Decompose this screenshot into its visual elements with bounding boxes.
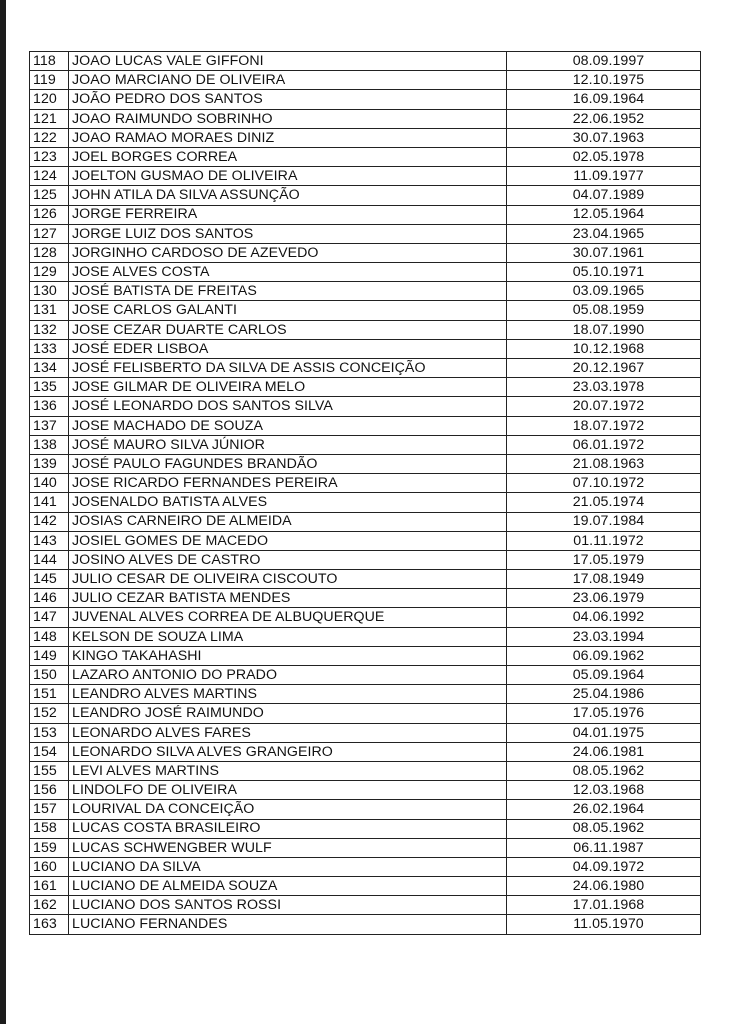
table-row <box>30 301 701 320</box>
table-row <box>30 282 701 301</box>
row-number-cell: 159 <box>30 839 69 857</box>
birth-date-cell: 02.05.1978 <box>507 148 701 166</box>
table-row <box>30 206 701 225</box>
row-number-cell: 132 <box>30 321 69 339</box>
table-row <box>30 839 701 858</box>
row-number-cell: 158 <box>30 820 69 838</box>
row-number-cell: 122 <box>30 129 69 147</box>
person-name-cell: JOSE RICARDO FERNANDES PEREIRA <box>69 474 507 492</box>
birth-date-cell: 20.12.1967 <box>507 359 701 377</box>
table-row <box>30 858 701 877</box>
table-row <box>30 340 701 359</box>
birth-date-cell: 16.09.1964 <box>507 90 701 108</box>
person-name-cell: LOURIVAL DA CONCEIÇÃO <box>69 800 507 818</box>
person-name-cell: LUCAS SCHWENGBER WULF <box>69 839 507 857</box>
person-name-cell: JULIO CESAR DE OLIVEIRA CISCOUTO <box>69 570 507 588</box>
row-number-cell: 161 <box>30 877 69 895</box>
birth-date-cell: 05.08.1959 <box>507 301 701 319</box>
person-name-cell: JOSE CEZAR DUARTE CARLOS <box>69 321 507 339</box>
birth-date-cell: 06.01.1972 <box>507 436 701 454</box>
row-number-cell: 130 <box>30 282 69 300</box>
birth-date-cell: 17.01.1968 <box>507 896 701 914</box>
table-row <box>30 513 701 532</box>
row-number-cell: 163 <box>30 915 69 933</box>
row-number-cell: 160 <box>30 858 69 876</box>
page-left-edge <box>0 0 6 1024</box>
table-row <box>30 417 701 436</box>
birth-date-cell: 26.02.1964 <box>507 800 701 818</box>
row-number-cell: 139 <box>30 455 69 473</box>
person-name-cell: LINDOLFO DE OLIVEIRA <box>69 781 507 799</box>
table-row <box>30 743 701 762</box>
person-name-cell: KINGO TAKAHASHI <box>69 647 507 665</box>
birth-date-cell: 12.03.1968 <box>507 781 701 799</box>
table-row <box>30 474 701 493</box>
table-row <box>30 781 701 800</box>
table-row <box>30 647 701 666</box>
person-name-cell: JOSE GILMAR DE OLIVEIRA MELO <box>69 378 507 396</box>
table-row <box>30 493 701 512</box>
person-name-cell: JOSÉ LEONARDO DOS SANTOS SILVA <box>69 397 507 415</box>
row-number-cell: 118 <box>30 52 69 70</box>
row-number-cell: 153 <box>30 724 69 742</box>
birth-date-cell: 30.07.1961 <box>507 244 701 262</box>
birth-date-cell: 05.10.1971 <box>507 263 701 281</box>
table-row <box>30 359 701 378</box>
row-number-cell: 141 <box>30 493 69 511</box>
birth-date-cell: 01.11.1972 <box>507 532 701 550</box>
table-row <box>30 724 701 743</box>
table-row <box>30 915 701 934</box>
row-number-cell: 147 <box>30 608 69 626</box>
person-name-cell: JOSÉ FELISBERTO DA SILVA DE ASSIS CONCEIÇÃO <box>69 359 507 377</box>
birth-date-cell: 08.05.1962 <box>507 762 701 780</box>
birth-date-cell: 23.04.1965 <box>507 225 701 243</box>
table-row <box>30 877 701 896</box>
row-number-cell: 148 <box>30 628 69 646</box>
row-number-cell: 156 <box>30 781 69 799</box>
person-name-cell: JOAO LUCAS VALE GIFFONI <box>69 52 507 70</box>
person-name-cell: JOELTON GUSMAO DE OLIVEIRA <box>69 167 507 185</box>
row-number-cell: 154 <box>30 743 69 761</box>
table-row <box>30 704 701 723</box>
row-number-cell: 119 <box>30 71 69 89</box>
row-number-cell: 120 <box>30 90 69 108</box>
row-number-cell: 135 <box>30 378 69 396</box>
birth-date-cell: 04.06.1992 <box>507 608 701 626</box>
person-name-cell: JOÃO PEDRO DOS SANTOS <box>69 90 507 108</box>
birth-date-cell: 04.09.1972 <box>507 858 701 876</box>
table-row <box>30 532 701 551</box>
row-number-cell: 151 <box>30 685 69 703</box>
row-number-cell: 131 <box>30 301 69 319</box>
table-row <box>30 225 701 244</box>
birth-date-cell: 18.07.1972 <box>507 417 701 435</box>
person-name-cell: JOAO RAMAO MORAES DINIZ <box>69 129 507 147</box>
table-row <box>30 397 701 416</box>
birth-date-cell: 04.07.1989 <box>507 186 701 204</box>
birth-date-cell: 21.05.1974 <box>507 493 701 511</box>
person-name-cell: LEONARDO ALVES FARES <box>69 724 507 742</box>
person-name-cell: LUCIANO DA SILVA <box>69 858 507 876</box>
birth-date-cell: 03.09.1965 <box>507 282 701 300</box>
row-number-cell: 149 <box>30 647 69 665</box>
birth-date-cell: 04.01.1975 <box>507 724 701 742</box>
person-name-cell: JOSÉ BATISTA DE FREITAS <box>69 282 507 300</box>
person-name-cell: JOHN ATILA DA SILVA ASSUNÇÃO <box>69 186 507 204</box>
person-name-cell: JOSIAS CARNEIRO DE ALMEIDA <box>69 513 507 531</box>
row-number-cell: 150 <box>30 666 69 684</box>
birth-date-cell: 24.06.1980 <box>507 877 701 895</box>
table-row <box>30 436 701 455</box>
person-name-cell: JOSÉ PAULO FAGUNDES BRANDÃO <box>69 455 507 473</box>
person-name-cell: LAZARO ANTONIO DO PRADO <box>69 666 507 684</box>
row-number-cell: 127 <box>30 225 69 243</box>
person-name-cell: LUCIANO FERNANDES <box>69 915 507 933</box>
table-row <box>30 455 701 474</box>
person-name-cell: JOSÉ EDER LISBOA <box>69 340 507 358</box>
birth-date-cell: 11.05.1970 <box>507 915 701 933</box>
person-name-cell: LUCIANO DOS SANTOS ROSSI <box>69 896 507 914</box>
birth-date-cell: 17.08.1949 <box>507 570 701 588</box>
birth-date-cell: 10.12.1968 <box>507 340 701 358</box>
person-name-cell: JOSE CARLOS GALANTI <box>69 301 507 319</box>
table-row <box>30 762 701 781</box>
person-name-cell: JOSENALDO BATISTA ALVES <box>69 493 507 511</box>
row-number-cell: 138 <box>30 436 69 454</box>
birth-date-cell: 11.09.1977 <box>507 167 701 185</box>
birth-date-cell: 08.05.1962 <box>507 820 701 838</box>
birth-date-cell: 23.03.1978 <box>507 378 701 396</box>
row-number-cell: 126 <box>30 206 69 224</box>
table-row <box>30 71 701 90</box>
registry-table <box>29 51 701 935</box>
table-row <box>30 110 701 129</box>
row-number-cell: 124 <box>30 167 69 185</box>
table-row <box>30 321 701 340</box>
person-name-cell: LEANDRO JOSÉ RAIMUNDO <box>69 704 507 722</box>
person-name-cell: JORGE FERREIRA <box>69 206 507 224</box>
birth-date-cell: 21.08.1963 <box>507 455 701 473</box>
table-row <box>30 589 701 608</box>
row-number-cell: 157 <box>30 800 69 818</box>
table-row <box>30 685 701 704</box>
person-name-cell: JOAO MARCIANO DE OLIVEIRA <box>69 71 507 89</box>
person-name-cell: JOSIEL GOMES DE MACEDO <box>69 532 507 550</box>
row-number-cell: 129 <box>30 263 69 281</box>
birth-date-cell: 24.06.1981 <box>507 743 701 761</box>
row-number-cell: 152 <box>30 704 69 722</box>
birth-date-cell: 08.09.1997 <box>507 52 701 70</box>
person-name-cell: JOSÉ MAURO SILVA JÚNIOR <box>69 436 507 454</box>
row-number-cell: 123 <box>30 148 69 166</box>
person-name-cell: JULIO CEZAR BATISTA MENDES <box>69 589 507 607</box>
birth-date-cell: 07.10.1972 <box>507 474 701 492</box>
row-number-cell: 136 <box>30 397 69 415</box>
table-row <box>30 148 701 167</box>
birth-date-cell: 22.06.1952 <box>507 110 701 128</box>
person-name-cell: LUCAS COSTA BRASILEIRO <box>69 820 507 838</box>
table-row <box>30 608 701 627</box>
table-row <box>30 666 701 685</box>
birth-date-cell: 12.05.1964 <box>507 206 701 224</box>
table-row <box>30 129 701 148</box>
row-number-cell: 137 <box>30 417 69 435</box>
row-number-cell: 162 <box>30 896 69 914</box>
birth-date-cell: 17.05.1976 <box>507 704 701 722</box>
table-row <box>30 896 701 915</box>
birth-date-cell: 19.07.1984 <box>507 513 701 531</box>
person-name-cell: JOEL BORGES CORREA <box>69 148 507 166</box>
table-row <box>30 263 701 282</box>
row-number-cell: 146 <box>30 589 69 607</box>
birth-date-cell: 12.10.1975 <box>507 71 701 89</box>
person-name-cell: JOSE MACHADO DE SOUZA <box>69 417 507 435</box>
row-number-cell: 121 <box>30 110 69 128</box>
row-number-cell: 142 <box>30 513 69 531</box>
row-number-cell: 144 <box>30 551 69 569</box>
table-row <box>30 800 701 819</box>
table-row <box>30 186 701 205</box>
table-row <box>30 628 701 647</box>
person-name-cell: JOSINO ALVES DE CASTRO <box>69 551 507 569</box>
birth-date-cell: 30.07.1963 <box>507 129 701 147</box>
person-name-cell: JORGE LUIZ DOS SANTOS <box>69 225 507 243</box>
row-number-cell: 125 <box>30 186 69 204</box>
row-number-cell: 128 <box>30 244 69 262</box>
table-row <box>30 378 701 397</box>
person-name-cell: JOSE ALVES COSTA <box>69 263 507 281</box>
person-name-cell: LUCIANO DE ALMEIDA SOUZA <box>69 877 507 895</box>
birth-date-cell: 23.06.1979 <box>507 589 701 607</box>
person-name-cell: LEONARDO SILVA ALVES GRANGEIRO <box>69 743 507 761</box>
table-row <box>30 570 701 589</box>
row-number-cell: 143 <box>30 532 69 550</box>
person-name-cell: KELSON DE SOUZA LIMA <box>69 628 507 646</box>
row-number-cell: 145 <box>30 570 69 588</box>
person-name-cell: LEVI ALVES MARTINS <box>69 762 507 780</box>
birth-date-cell: 25.04.1986 <box>507 685 701 703</box>
table-row <box>30 244 701 263</box>
table-row <box>30 90 701 109</box>
row-number-cell: 155 <box>30 762 69 780</box>
birth-date-cell: 06.09.1962 <box>507 647 701 665</box>
birth-date-cell: 17.05.1979 <box>507 551 701 569</box>
person-name-cell: JOAO RAIMUNDO SOBRINHO <box>69 110 507 128</box>
table-row <box>30 52 701 71</box>
table-row <box>30 551 701 570</box>
birth-date-cell: 23.03.1994 <box>507 628 701 646</box>
birth-date-cell: 05.09.1964 <box>507 666 701 684</box>
birth-date-cell: 06.11.1987 <box>507 839 701 857</box>
person-name-cell: JUVENAL ALVES CORREA DE ALBUQUERQUE <box>69 608 507 626</box>
table-row <box>30 820 701 839</box>
person-name-cell: LEANDRO ALVES MARTINS <box>69 685 507 703</box>
birth-date-cell: 20.07.1972 <box>507 397 701 415</box>
table-row <box>30 167 701 186</box>
person-name-cell: JORGINHO CARDOSO DE AZEVEDO <box>69 244 507 262</box>
row-number-cell: 133 <box>30 340 69 358</box>
row-number-cell: 134 <box>30 359 69 377</box>
birth-date-cell: 18.07.1990 <box>507 321 701 339</box>
row-number-cell: 140 <box>30 474 69 492</box>
